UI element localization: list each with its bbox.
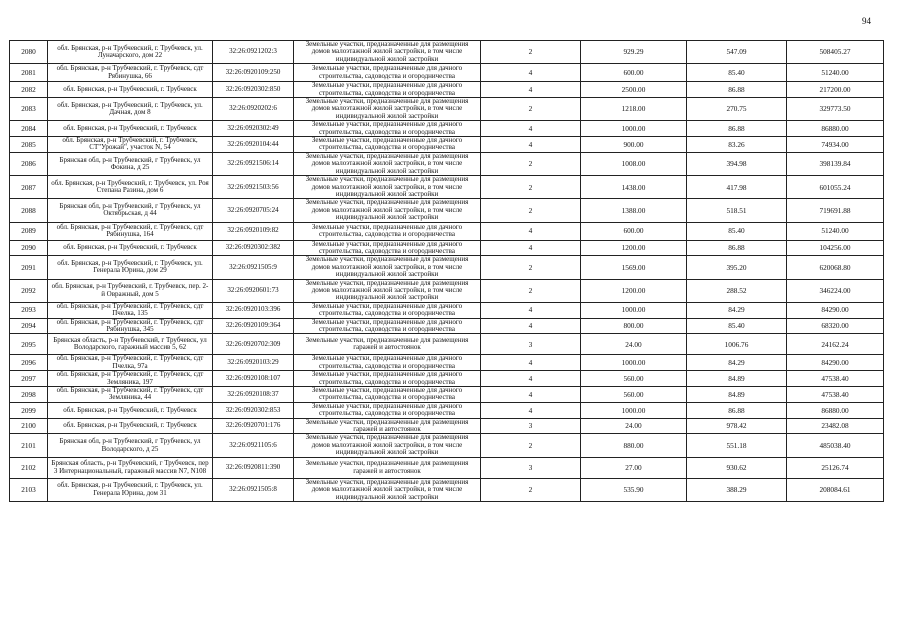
land-use-cell: Земельные участки, предназначенные для дачного строительства, садоводства и огородничества [294, 355, 481, 371]
table-row [10, 402, 884, 418]
page-number: 94 [862, 16, 871, 26]
specific-value-cell: 86.88 [687, 402, 787, 418]
table-row [10, 256, 884, 279]
table-row [10, 137, 884, 153]
table-row [10, 121, 884, 137]
area-cell: 1000.00 [581, 402, 687, 418]
group-cell: 2 [481, 152, 581, 175]
group-cell: 4 [481, 222, 581, 240]
land-use-cell: Земельные участки, предназначенные для дачного строительства, садоводства и огородничества [294, 137, 481, 153]
cadastral-value-cell: 208084.61 [787, 478, 884, 501]
specific-value-cell: 85.40 [687, 64, 787, 82]
address-cell: обл. Брянская, р-н Трубчевский, г. Трубчевск [48, 418, 213, 434]
area-cell: 1200.00 [581, 240, 687, 256]
specific-value-cell: 394.98 [687, 152, 787, 175]
cadastral-number-cell: 32:26:0920109:364 [213, 318, 294, 334]
land-use-cell: Земельные участки, предназначенные для размещения домов малоэтажной жилой застройки, в том числе индивидуальной жилой застройки [294, 98, 481, 121]
cadastral-number-cell: 32:26:0920705:24 [213, 199, 294, 222]
group-cell: 2 [481, 478, 581, 501]
table-row [10, 334, 884, 355]
group-cell: 4 [481, 121, 581, 137]
area-cell: 1000.00 [581, 355, 687, 371]
land-use-cell: Земельные участки, предназначенные для дачного строительства, садоводства и огородничества [294, 371, 481, 387]
area-cell: 1218.00 [581, 98, 687, 121]
specific-value-cell: 86.88 [687, 240, 787, 256]
address-cell: обл. Брянская, р-н Трубчевский, г. Трубчевск, ул. Дачная, дом 8 [48, 98, 213, 121]
area-cell: 24.00 [581, 334, 687, 355]
row-number-cell: 2099 [10, 402, 48, 418]
row-number-cell: 2087 [10, 176, 48, 199]
cadastral-number-cell: 32:26:0921503:56 [213, 176, 294, 199]
area-cell: 600.00 [581, 222, 687, 240]
cadastral-value-cell: 398139.84 [787, 152, 884, 175]
cadastral-number-cell: 32:26:0920701:176 [213, 418, 294, 434]
specific-value-cell: 83.26 [687, 137, 787, 153]
specific-value-cell: 547.09 [687, 41, 787, 64]
cadastral-value-cell: 329773.50 [787, 98, 884, 121]
area-cell: 27.00 [581, 457, 687, 478]
row-number-cell: 2101 [10, 434, 48, 457]
address-cell: обл. Брянская, р-н Трубчевский, г. Трубчевск, ул. Генерала Юрина, дом 29 [48, 256, 213, 279]
area-cell: 1000.00 [581, 302, 687, 318]
address-cell: Брянская обл, р-н Трубчевский, г Трубчевск, ул Фокина, д 25 [48, 152, 213, 175]
land-use-cell: Земельные участки, предназначенные для размещения домов малоэтажной жилой застройки, в том числе индивидуальной жилой застройки [294, 256, 481, 279]
cadastral-value-cell: 719691.88 [787, 199, 884, 222]
land-use-cell: Земельные участки, предназначенные для дачного строительства, садоводства и огородничества [294, 222, 481, 240]
address-cell: Брянская область, р-н Трубчевский, г Трубчевск, ул Володарского, гаражный массив 5, 62 [48, 334, 213, 355]
address-cell: обл. Брянская, р-н Трубчевский, г. Трубчевск, пер. 2-й Овражный, дом 5 [48, 279, 213, 302]
table-row [10, 302, 884, 318]
table-row [10, 152, 884, 175]
table-row [10, 82, 884, 98]
cadastral-number-cell: 32:26:0921505:8 [213, 478, 294, 501]
cadastral-number-cell: 32:26:0920811:390 [213, 457, 294, 478]
land-use-cell: Земельные участки, предназначенные для размещения гаражей и автостоянок [294, 334, 481, 355]
cadastral-value-cell: 23482.08 [787, 418, 884, 434]
cadastral-value-cell: 84290.00 [787, 302, 884, 318]
land-use-cell: Земельные участки, предназначенные для дачного строительства, садоводства и огородничества [294, 121, 481, 137]
address-cell: обл. Брянская, р-н Трубчевский, г. Трубчевск, ул. Роя Степана Разина, дом 6 [48, 176, 213, 199]
row-number-cell: 2102 [10, 457, 48, 478]
specific-value-cell: 518.51 [687, 199, 787, 222]
row-number-cell: 2091 [10, 256, 48, 279]
cadastral-value-cell: 508405.27 [787, 41, 884, 64]
group-cell: 3 [481, 457, 581, 478]
land-use-cell: Земельные участки, предназначенные для дачного строительства, садоводства и огородничества [294, 387, 481, 403]
group-cell: 4 [481, 137, 581, 153]
group-cell: 2 [481, 279, 581, 302]
cadastral-value-cell: 51240.00 [787, 222, 884, 240]
land-use-cell: Земельные участки, предназначенные для дачного строительства, садоводства и огородничества [294, 82, 481, 98]
group-cell: 4 [481, 371, 581, 387]
area-cell: 1569.00 [581, 256, 687, 279]
group-cell: 4 [481, 402, 581, 418]
group-cell: 2 [481, 199, 581, 222]
row-number-cell: 2088 [10, 199, 48, 222]
specific-value-cell: 930.62 [687, 457, 787, 478]
row-number-cell: 2095 [10, 334, 48, 355]
group-cell: 4 [481, 355, 581, 371]
address-cell: обл. Брянская, р-н Трубчевский, г. Трубчевск, сдт Земляника, 44 [48, 387, 213, 403]
address-cell: обл. Брянская, р-н Трубчевский, г. Трубчевск, сдт Рябинушка, 66 [48, 64, 213, 82]
group-cell: 2 [481, 98, 581, 121]
table-row [10, 371, 884, 387]
row-number-cell: 2080 [10, 41, 48, 64]
cadastral-number-cell: 32:26:0921202:3 [213, 41, 294, 64]
address-cell: обл. Брянская, р-н Трубчевский, г. Трубчевск [48, 121, 213, 137]
address-cell: обл. Брянская, р-н Трубчевский, г. Трубчевск, сдт Рябинушка, 345 [48, 318, 213, 334]
cadastral-value-cell: 601055.24 [787, 176, 884, 199]
cadastral-value-cell: 68320.00 [787, 318, 884, 334]
cadastral-number-cell: 32:26:0920202:6 [213, 98, 294, 121]
cadastral-number-cell: 32:26:0920109:250 [213, 64, 294, 82]
specific-value-cell: 84.29 [687, 302, 787, 318]
area-cell: 1000.00 [581, 121, 687, 137]
address-cell: обл. Брянская, р-н Трубчевский, г. Трубчевск [48, 402, 213, 418]
group-cell: 4 [481, 387, 581, 403]
area-cell: 1438.00 [581, 176, 687, 199]
cadastral-value-cell: 47538.40 [787, 387, 884, 403]
row-number-cell: 2084 [10, 121, 48, 137]
group-cell: 4 [481, 240, 581, 256]
cadastral-number-cell: 32:26:0920109:82 [213, 222, 294, 240]
cadastral-value-cell: 620068.80 [787, 256, 884, 279]
specific-value-cell: 86.88 [687, 121, 787, 137]
specific-value-cell: 86.88 [687, 82, 787, 98]
row-number-cell: 2103 [10, 478, 48, 501]
land-use-cell: Земельные участки, предназначенные для дачного строительства, садоводства и огородничества [294, 302, 481, 318]
cadastral-number-cell: 32:26:0920103:396 [213, 302, 294, 318]
row-number-cell: 2094 [10, 318, 48, 334]
group-cell: 4 [481, 82, 581, 98]
cadastral-number-cell: 32:26:0920104:44 [213, 137, 294, 153]
address-cell: обл. Брянская, р-н Трубчевский, г. Трубчевск, ул. Генерала Юрина, дом 31 [48, 478, 213, 501]
row-number-cell: 2086 [10, 152, 48, 175]
land-use-cell: Земельные участки, предназначенные для размещения домов малоэтажной жилой застройки, в том числе индивидуальной жилой застройки [294, 434, 481, 457]
table-row [10, 240, 884, 256]
group-cell: 2 [481, 256, 581, 279]
specific-value-cell: 84.89 [687, 387, 787, 403]
land-use-cell: Земельные участки, предназначенные для размещения домов малоэтажной жилой застройки, в том числе индивидуальной жилой застройки [294, 41, 481, 64]
cadastral-value-cell: 25126.74 [787, 457, 884, 478]
table-row [10, 355, 884, 371]
specific-value-cell: 551.18 [687, 434, 787, 457]
group-cell: 2 [481, 176, 581, 199]
area-cell: 900.00 [581, 137, 687, 153]
specific-value-cell: 395.20 [687, 256, 787, 279]
land-use-cell: Земельные участки, предназначенные для размещения домов малоэтажной жилой застройки, в том числе индивидуальной жилой застройки [294, 176, 481, 199]
address-cell: обл. Брянская, р-н Трубчевский, г. Трубчевск, СТ"Урожай", участок N, 54 [48, 137, 213, 153]
cadastral-number-cell: 32:26:0921505:9 [213, 256, 294, 279]
address-cell: обл. Брянская, р-н Трубчевский, г. Трубчевск [48, 240, 213, 256]
land-use-cell: Земельные участки, предназначенные для дачного строительства, садоводства и огородничества [294, 64, 481, 82]
row-number-cell: 2090 [10, 240, 48, 256]
row-number-cell: 2081 [10, 64, 48, 82]
specific-value-cell: 288.52 [687, 279, 787, 302]
table-row [10, 222, 884, 240]
specific-value-cell: 978.42 [687, 418, 787, 434]
address-cell: обл. Брянская, р-н Трубчевский, г. Трубчевск, ул. Луначарского, дом 22 [48, 41, 213, 64]
cadastral-number-cell: 32:26:0920702:309 [213, 334, 294, 355]
area-cell: 1008.00 [581, 152, 687, 175]
land-use-cell: Земельные участки, предназначенные для размещения гаражей и автостоянок [294, 418, 481, 434]
area-cell: 1388.00 [581, 199, 687, 222]
area-cell: 560.00 [581, 387, 687, 403]
specific-value-cell: 84.89 [687, 371, 787, 387]
row-number-cell: 2097 [10, 371, 48, 387]
area-cell: 929.29 [581, 41, 687, 64]
group-cell: 4 [481, 302, 581, 318]
row-number-cell: 2089 [10, 222, 48, 240]
area-cell: 24.00 [581, 418, 687, 434]
address-cell: Брянская обл, р-н Трубчевский, г Трубчевск, ул Володарского, д 25 [48, 434, 213, 457]
cadastral-value-cell: 24162.24 [787, 334, 884, 355]
address-cell: обл. Брянская, р-н Трубчевский, г. Трубчевск, сдт Рябинушка, 164 [48, 222, 213, 240]
group-cell: 4 [481, 64, 581, 82]
specific-value-cell: 84.29 [687, 355, 787, 371]
group-cell: 2 [481, 434, 581, 457]
cadastral-value-cell: 51240.00 [787, 64, 884, 82]
cadastral-value-cell: 47538.40 [787, 371, 884, 387]
cadastral-value-cell: 217200.00 [787, 82, 884, 98]
specific-value-cell: 85.40 [687, 318, 787, 334]
group-cell: 3 [481, 334, 581, 355]
table-row [10, 457, 884, 478]
table-row [10, 176, 884, 199]
row-number-cell: 2082 [10, 82, 48, 98]
land-use-cell: Земельные участки, предназначенные для размещения домов малоэтажной жилой застройки, в том числе индивидуальной жилой застройки [294, 152, 481, 175]
cadastral-number-cell: 32:26:0920302:850 [213, 82, 294, 98]
row-number-cell: 2100 [10, 418, 48, 434]
cadastral-value-cell: 346224.00 [787, 279, 884, 302]
land-use-cell: Земельные участки, предназначенные для дачного строительства, садоводства и огородничества [294, 318, 481, 334]
table-row [10, 434, 884, 457]
cadastral-number-cell: 32:26:0920302:853 [213, 402, 294, 418]
group-cell: 3 [481, 418, 581, 434]
table-row [10, 199, 884, 222]
table-row [10, 41, 884, 64]
specific-value-cell: 1006.76 [687, 334, 787, 355]
row-number-cell: 2098 [10, 387, 48, 403]
cadastral-number-cell: 32:26:0921506:14 [213, 152, 294, 175]
row-number-cell: 2092 [10, 279, 48, 302]
specific-value-cell: 85.40 [687, 222, 787, 240]
area-cell: 800.00 [581, 318, 687, 334]
table-row [10, 64, 884, 82]
cadastral-value-cell: 104256.00 [787, 240, 884, 256]
specific-value-cell: 417.98 [687, 176, 787, 199]
table-row [10, 478, 884, 501]
address-cell: обл. Брянская, р-н Трубчевский, г. Трубчевск, сдт Пчелка, 135 [48, 302, 213, 318]
row-number-cell: 2083 [10, 98, 48, 121]
land-use-cell: Земельные участки, предназначенные для дачного строительства, садоводства и огородничества [294, 240, 481, 256]
area-cell: 2500.00 [581, 82, 687, 98]
cadastral-number-cell: 32:26:0921105:6 [213, 434, 294, 457]
land-use-cell: Земельные участки, предназначенные для размещения домов малоэтажной жилой застройки, в том числе индивидуальной жилой застройки [294, 478, 481, 501]
area-cell: 1200.00 [581, 279, 687, 302]
group-cell: 2 [481, 41, 581, 64]
land-use-cell: Земельные участки, предназначенные для размещения домов малоэтажной жилой застройки, в том числе индивидуальной жилой застройки [294, 199, 481, 222]
table-row [10, 318, 884, 334]
cadastral-number-cell: 32:26:0920103:29 [213, 355, 294, 371]
area-cell: 560.00 [581, 371, 687, 387]
cadastral-number-cell: 32:26:0920601:73 [213, 279, 294, 302]
table-body [10, 41, 884, 502]
area-cell: 535.90 [581, 478, 687, 501]
row-number-cell: 2085 [10, 137, 48, 153]
cadastral-value-cell: 485038.40 [787, 434, 884, 457]
address-cell: обл. Брянская, р-н Трубчевский, г. Трубчевск, сдт Земляника, 197 [48, 371, 213, 387]
table-row [10, 418, 884, 434]
cadastral-number-cell: 32:26:0920302:382 [213, 240, 294, 256]
area-cell: 600.00 [581, 64, 687, 82]
land-use-cell: Земельные участки, предназначенные для дачного строительства, садоводства и огородничества [294, 402, 481, 418]
cadastral-number-cell: 32:26:0920302:49 [213, 121, 294, 137]
table-row [10, 98, 884, 121]
table-row [10, 279, 884, 302]
cadastral-value-cell: 86880.00 [787, 402, 884, 418]
cadastral-number-cell: 32:26:0920108:37 [213, 387, 294, 403]
row-number-cell: 2093 [10, 302, 48, 318]
cadastral-value-cell: 84290.00 [787, 355, 884, 371]
table-row [10, 387, 884, 403]
row-number-cell: 2096 [10, 355, 48, 371]
registry-table [9, 40, 884, 502]
cadastral-number-cell: 32:26:0920108:107 [213, 371, 294, 387]
land-use-cell: Земельные участки, предназначенные для размещения домов малоэтажной жилой застройки, в том числе индивидуальной жилой застройки [294, 279, 481, 302]
address-cell: обл. Брянская, р-н Трубчевский, г. Трубчевск, сдт Пчелка, 97а [48, 355, 213, 371]
address-cell: обл. Брянская, р-н Трубчевский, г. Трубчевск [48, 82, 213, 98]
area-cell: 880.00 [581, 434, 687, 457]
address-cell: Брянская обл, р-н Трубчевский, г Трубчевск, ул Октябрьская, д 44 [48, 199, 213, 222]
cadastral-value-cell: 86880.00 [787, 121, 884, 137]
specific-value-cell: 270.75 [687, 98, 787, 121]
address-cell: Брянская область, р-н Трубчевский, г Трубчевск, пер 3 Интернациональный, гаражный массив N7, N108 [48, 457, 213, 478]
cadastral-value-cell: 74934.00 [787, 137, 884, 153]
specific-value-cell: 388.29 [687, 478, 787, 501]
group-cell: 4 [481, 318, 581, 334]
land-use-cell: Земельные участки, предназначенные для размещения гаражей и автостоянок [294, 457, 481, 478]
